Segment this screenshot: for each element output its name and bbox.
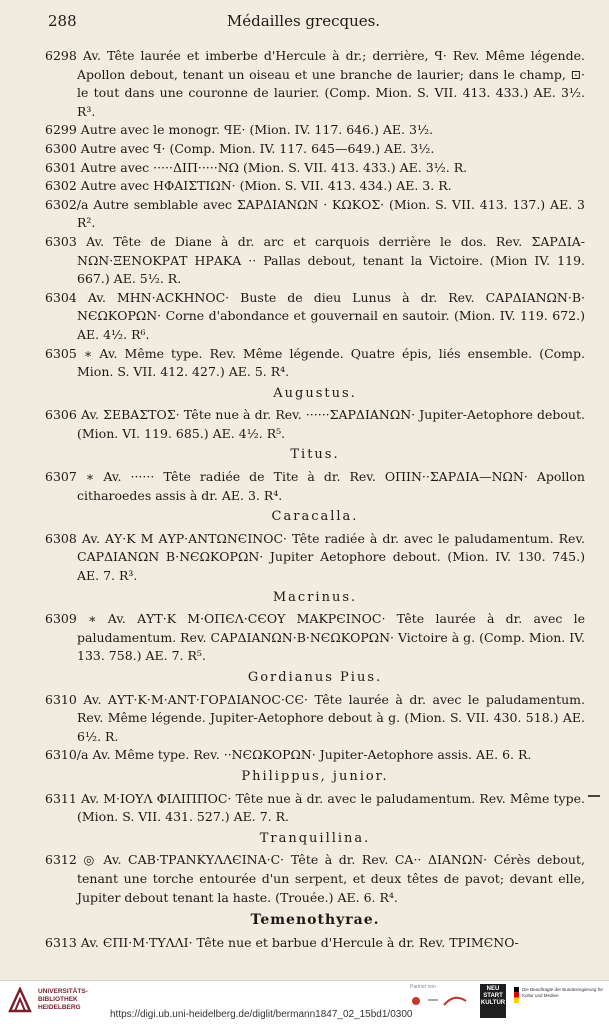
- entry-number: 6301: [45, 159, 77, 175]
- catalogue-entry: [45, 289, 585, 345]
- entry-text: Autre avec le monogr. ꟼE· (Mion. IV. 117. 646.) AE. 3½.: [80, 122, 434, 138]
- catalogue-entry: [45, 851, 585, 907]
- partner-logos-icon: [408, 991, 478, 1011]
- running-head: [48, 12, 559, 34]
- logo-line: HEIDELBERG: [38, 1004, 81, 1011]
- entry-number: 6311: [45, 790, 77, 806]
- entry-text: Av. ΑΥΤ·Κ·Μ·ΑΝΤ·ΓΟΡΔΙΑΝΟC·CЄ· Tête laurée à dr. avec le paludamentum. Rev. Même légende. Jupiter-Aetophore debout à g. (Mion. S. VII. 430. 518.) AE. 6½. R.: [77, 691, 585, 744]
- entry-text: Autre avec ΗΦΑΙΣΤΙΩΝ· (Mion. S. VII. 413. 434.) AE. 3. R.: [80, 178, 452, 194]
- entry-number: 6299: [45, 122, 77, 138]
- catalogue-entry: [45, 406, 585, 443]
- page-title: Médailles grecques.: [226, 12, 381, 30]
- university-library-logo[interactable]: [8, 985, 118, 1015]
- neustart-line: NEU: [486, 986, 500, 992]
- entry-text: ∗ Av. ······ Tête radiée de Tite à dr. Rev. ΟΠΙΝ··ΣΑΡΔΙΑ—ΝΩΝ· Apollon citharoedes assis à dr. AE. 3. R⁴.: [77, 469, 585, 503]
- entry-text: Av. Tête laurée et imberbe d'Hercule à dr.; derrière, ꟼ· Rev. Même légende. Apollon debout, tenant un oiseau et une branche de laurier; dans le champ, ⊡· le tout dans une couronne de laurier. (Comp. Mion. S. VII. 413. 433.) AE. 3½. R³.: [77, 48, 585, 119]
- entry-text: Autre avec ·····ΔΙΠ·····ΝΩ (Mion. S. VII. 413. 433.) AE. 3½. R.: [80, 159, 468, 175]
- catalogue-entry: [45, 233, 585, 289]
- entry-text: Av. ΣΕΒΑΣΤΟΣ· Tête nue à dr. Rev. ······ΣΑΡΔΙΑΝΩΝ· Jupiter-Aetophore debout. (Mion. VI. 119. 685.) AE. 4½. R⁵.: [77, 407, 585, 441]
- neustart-kultur-logo[interactable]: [480, 984, 506, 1018]
- catalogue-entry: [45, 790, 585, 827]
- bkm-text: Die Beauftragte der Bundesregierung für Kultur und Medien: [522, 987, 604, 998]
- partner-label: Partner von: [410, 984, 436, 990]
- entry-number: 6305: [45, 345, 77, 361]
- entry-number: 6300: [45, 140, 77, 156]
- catalogue-entry: [45, 468, 585, 505]
- emperor-heading: Augustus.: [273, 385, 357, 401]
- entry-text: Av. Même type. Rev. ··ΝЄΩΚΟΡΩΝ· Jupiter-Aetophore assis. AE. 6. R.: [92, 747, 532, 763]
- entry-number: 6310/a: [45, 747, 89, 763]
- entry-number: 6309: [45, 611, 77, 627]
- entry-number: 6303: [45, 233, 77, 249]
- catalogue-entry: [45, 746, 585, 765]
- entry-number: 6302/a: [45, 196, 89, 212]
- entry-number: 6307: [45, 469, 77, 485]
- catalogue-entry: [45, 610, 585, 666]
- entry-number: 6304: [45, 289, 77, 305]
- entry-text: Autre avec ꟼ· (Comp. Mion. IV. 117. 645—649.) AE. 3½.: [80, 140, 435, 156]
- entry-text: Av. ΜΗΝ·ΑCΚΗΝΟC· Buste de dieu Lunus à dr. Rev. CΑΡΔΙΑΝΩΝ·Β· ΝЄΩΚΟΡΩΝ· Corne d'abondance et gouvernail en sautoir. (Mion. IV. 119. 672.) AE. 4½. R⁶.: [77, 289, 585, 342]
- entry-number: 6302: [45, 178, 77, 194]
- entry-number: 6306: [45, 407, 77, 423]
- library-logo-icon: [8, 987, 32, 1013]
- entry-text: Av. ЄΠΙ·Μ·ΤΥΛΛΙ· Tête nue et barbue d'Hercule à dr. Rev. ΤΡΙΜЄΝΟ-: [80, 934, 519, 950]
- page-url[interactable]: https://digi.ub.uni-heidelberg.de/diglit/bermann1847_02_15bd1/0300: [110, 1009, 413, 1020]
- catalogue-entry: [45, 121, 585, 140]
- entry-text: Av. Tête de Diane à dr. arc et carquois derrière le dos. Rev. ΣΑΡΔΙΑ-ΝΩΝ·ΞΕΝΟΚΡΑΤ ΗΡΑΚΑ ·· Pallas debout, tenant la Victoire. (Mion IV. 119. 667.) AE. 5½. R.: [77, 233, 585, 287]
- logo-line: BIBLIOTHEK: [38, 996, 78, 1003]
- entry-number: 6308: [45, 530, 77, 546]
- catalogue-entry: [45, 934, 585, 953]
- neustart-line: START: [483, 993, 503, 999]
- entry-number: 6313: [45, 934, 77, 950]
- entry-text: ∗ Av. ΑΥΤ·Κ Μ·ΟΠЄΛ·CЄΟΥ ΜΑΚΡЄΙΝΟC· Tête laurée à dr. avec le paludamentum. Rev. CΑΡΔΙΑΝΩΝ·Β·ΝЄΩΚΟΡΩΝ· Victoire à g. (Comp. Mion. IV. 133. 758.) AE. 7. R⁵.: [77, 611, 585, 664]
- emperor-heading: Philippus, junior.: [241, 768, 389, 784]
- logo-line: UNIVERSITÄTS-: [38, 988, 88, 995]
- entry-text: Av. ΑΥ·Κ Μ ΑΥΡ·ΑΝΤΩΝЄΙΝΟC· Tête radiée à dr. avec le paludamentum. Rev. CΑΡΔΙΑΝΩΝ Β·ΝЄΩΚΟΡΩΝ· Jupiter Aetophore debout. (Mion. IV. 130. 745.) AE. 7. R³.: [77, 530, 585, 584]
- entry-number: 6312: [45, 852, 77, 868]
- entry-number: 6310: [45, 691, 77, 707]
- entry-text: ◎ Av. CΑΒ·ΤΡΑΝΚΥΛΛЄΙΝΑ·C· Tête à dr. Rev. CΑ·· ΔΙΑΝΩΝ· Cérès debout, tenant une torche entourée d'un serpent, et deux têtes de pavot; devant elle, Jupiter debout tenant la haste. (Trouée.) AE. 6. R⁴.: [77, 852, 585, 905]
- logo-text: [38, 988, 88, 1012]
- catalogue-entry: [45, 345, 585, 382]
- german-flag-icon: [514, 987, 519, 1003]
- catalogue-entry: [45, 47, 585, 121]
- catalogue-entry: [45, 177, 585, 196]
- bkm-logo[interactable]: [522, 987, 604, 998]
- emperor-heading: Macrinus.: [272, 589, 358, 605]
- footer-bar: [0, 980, 609, 1024]
- emperor-heading: Caracalla.: [271, 509, 359, 525]
- catalogue-entry: [45, 196, 585, 233]
- catalogue-entry: [45, 159, 585, 178]
- emperor-heading: Tranquillina.: [259, 830, 371, 846]
- emperor-heading: Titus.: [290, 447, 340, 463]
- catalogue-entry: [45, 530, 585, 586]
- catalogue-entry: [45, 140, 585, 159]
- entry-text: Av. Μ·ΙΟΥΛ ΦΙΛΙΠΠΟC· Tête nue à dr. avec le paludamentum. Rev. Même type. (Mion. S. VII. 431. 527.) AE. 7. R.: [77, 790, 585, 825]
- page-number: 288: [48, 12, 77, 30]
- city-section-title: Temenothyrae.: [250, 912, 380, 929]
- entry-number: 6298: [45, 48, 77, 63]
- neustart-line: KULTUR: [480, 1000, 506, 1006]
- margin-mark: [588, 795, 600, 797]
- catalogue-text: [45, 47, 585, 952]
- emperor-heading: Gordianus Pius.: [247, 670, 383, 685]
- entry-text: Autre semblable avec ΣΑΡΔΙΑΝΩΝ · ΚΩΚΟΣ· (Mion. S. VII. 413. 137.) AE. 3 R².: [77, 196, 585, 231]
- catalogue-entry: [45, 691, 585, 747]
- entry-text: ∗ Av. Même type. Rev. Même légende. Quatre épis, liés ensemble. (Comp. Mion. S. VII. 412. 427.) AE. 5. R⁴.: [77, 345, 585, 380]
